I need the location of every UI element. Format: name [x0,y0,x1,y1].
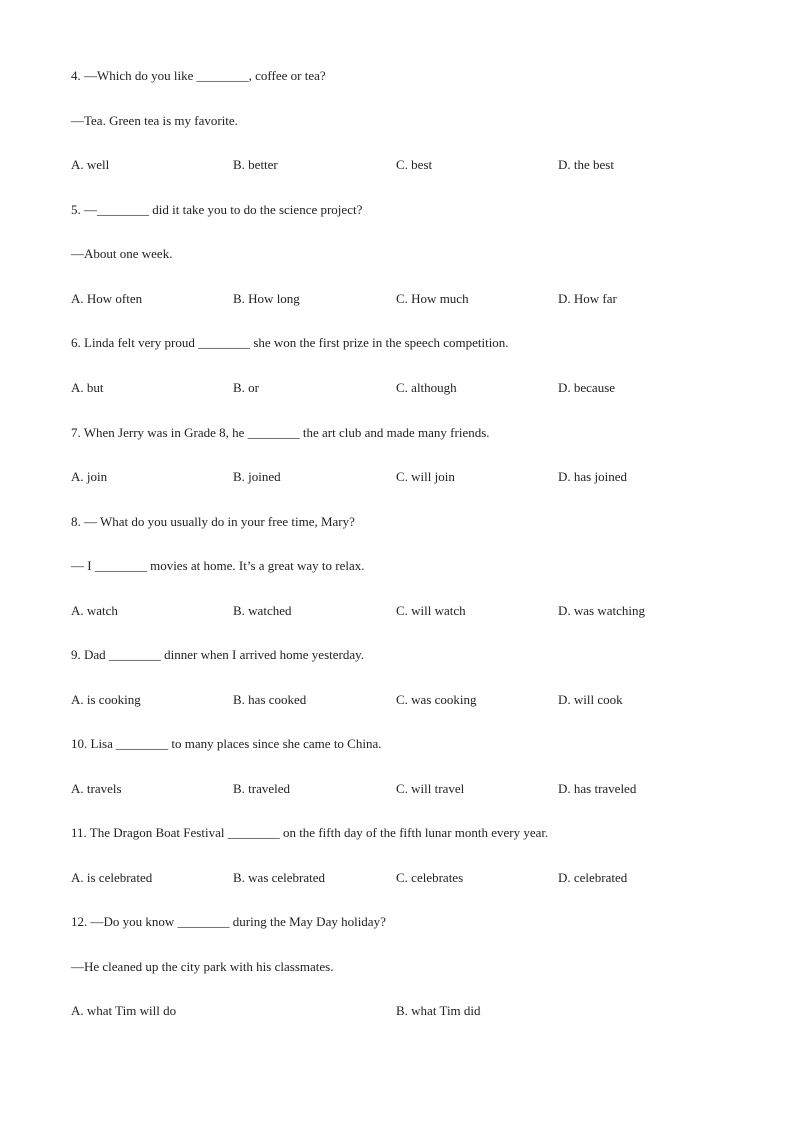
question-5-option-d: D. How far [558,291,617,306]
question-11-option-b: B. was celebrated [233,870,326,885]
question-6-stem: 6. Linda felt very proud ________ she won the first prize in the speech competition. [71,335,509,350]
question-4-answer-line: —Tea. Green tea is my favorite. [71,113,238,128]
question-8-option-b: B. watched [233,603,292,618]
question-11-option-d: D. celebrated [558,870,628,885]
question-8-answer-line: — I ________ movies at home. It’s a great way to relax. [71,558,365,573]
question-7-option-b: B. joined [233,469,281,484]
question-8-option-c: C. will watch [396,603,466,618]
question-7-option-d: D. has joined [558,469,627,484]
question-6-option-a: A. but [71,380,104,395]
question-7-stem: 7. When Jerry was in Grade 8, he ________ the art club and made many friends. [71,425,490,440]
question-6-option-b: B. or [233,380,259,395]
question-9-stem: 9. Dad ________ dinner when I arrived home yesterday. [71,647,365,662]
question-8-option-a: A. watch [71,603,118,618]
question-5-stem: 5. —________ did it take you to do the science project? [71,202,363,217]
question-9-option-c: C. was cooking [396,692,477,707]
question-12-option-a: A. what Tim will do [71,1003,177,1018]
question-4-option-a: A. well [71,157,110,172]
question-9-option-d: D. will cook [558,692,623,707]
question-9-option-b: B. has cooked [233,692,307,707]
question-9-option-a: A. is cooking [71,692,141,707]
question-8-option-d: D. was watching [558,603,646,618]
question-12-option-b: B. what Tim did [396,1003,481,1018]
question-5-option-b: B. How long [233,291,300,306]
question-4-option-d: D. the best [558,157,614,172]
question-10-stem: 10. Lisa ________ to many places since she came to China. [71,736,382,751]
question-6-option-d: D. because [558,380,616,395]
question-8-stem: 8. — What do you usually do in your free time, Mary? [71,514,355,529]
question-10-option-a: A. travels [71,781,122,796]
question-10-option-c: C. will travel [396,781,465,796]
question-4-option-c: C. best [396,157,433,172]
question-7-option-c: C. will join [396,469,455,484]
question-7-option-a: A. join [71,469,108,484]
question-11-stem: 11. The Dragon Boat Festival ________ on the fifth day of the fifth lunar month every year. [71,825,549,840]
question-12-stem: 12. —Do you know ________ during the May Day holiday? [71,914,386,929]
question-11-option-a: A. is celebrated [71,870,153,885]
question-4-stem: 4. —Which do you like ________, coffee or tea? [71,68,326,83]
question-10-option-d: D. has traveled [558,781,637,796]
question-10-option-b: B. traveled [233,781,291,796]
question-5-option-a: A. How often [71,291,143,306]
question-6-option-c: C. although [396,380,457,395]
question-5-option-c: C. How much [396,291,469,306]
question-11-option-c: C. celebrates [396,870,464,885]
question-12-answer-line: —He cleaned up the city park with his classmates. [71,959,334,974]
question-5-answer-line: —About one week. [71,246,173,261]
question-4-option-b: B. better [233,157,278,172]
